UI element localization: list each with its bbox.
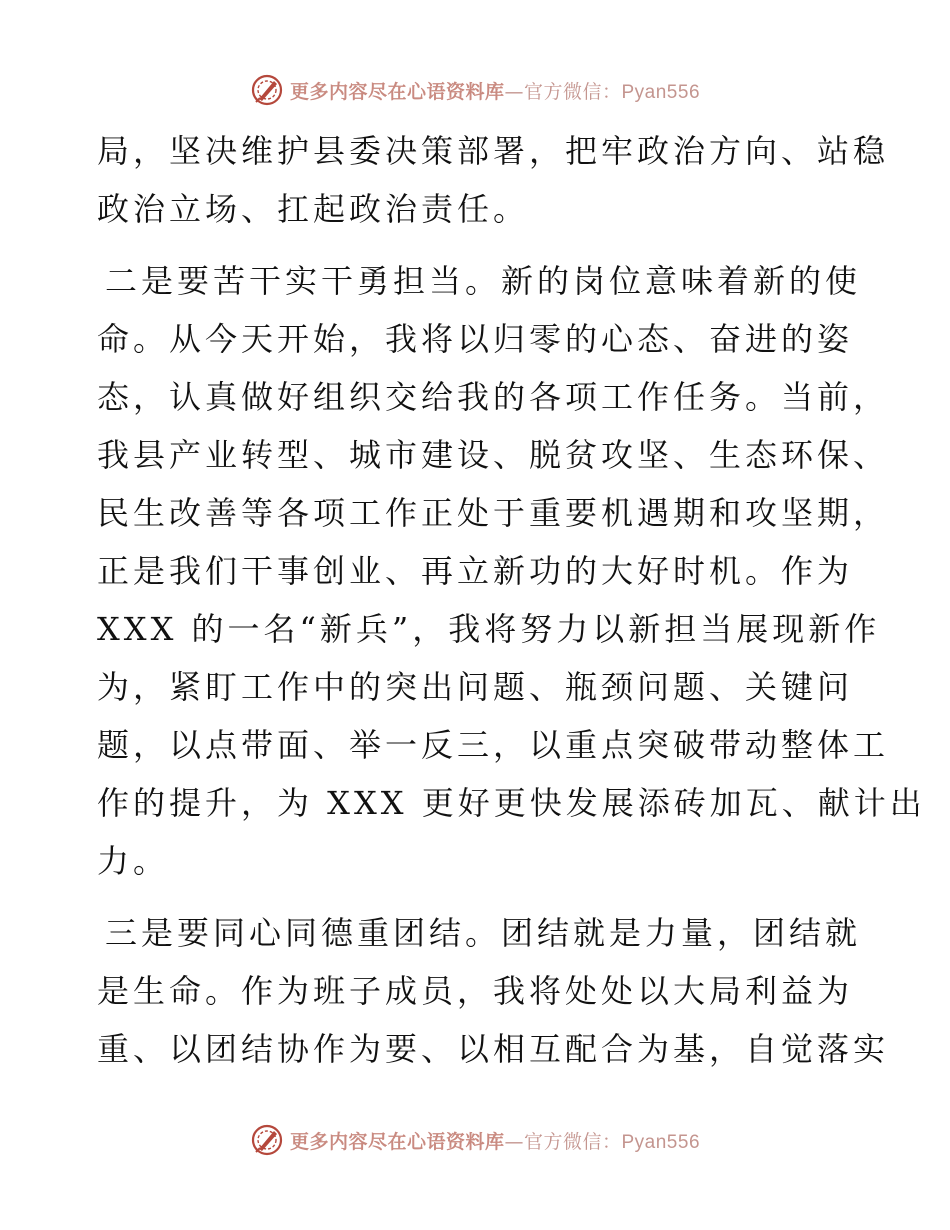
text-line: 三是要同心同德重团结。团结就是力量，团结就 bbox=[105, 914, 862, 952]
text-line: 二是要苦干实干勇担当。新的岗位意味着新的使 bbox=[105, 262, 862, 300]
text-line: 重、以团结协作为要、以相互配合为基，自觉落实 bbox=[97, 1030, 890, 1068]
paragraph-1 bbox=[97, 122, 890, 238]
watermark-dash: — bbox=[504, 80, 524, 103]
quill-seal-icon bbox=[250, 73, 284, 107]
document-body bbox=[97, 122, 926, 1078]
text-line: 政治立场、扛起政治责任。 bbox=[97, 190, 530, 228]
header-watermark bbox=[0, 70, 950, 110]
paragraph-3 bbox=[97, 904, 890, 1078]
watermark-group bbox=[250, 1123, 700, 1157]
watermark-id: Pyan556 bbox=[621, 81, 701, 103]
text-line: 态，认真做好组织交给我的各项工作任务。当前， bbox=[97, 378, 890, 416]
text-line: 作的提升，为 XXX 更好更快发展添砖加瓦、献计出 bbox=[97, 784, 926, 822]
text-line: 为，紧盯工作中的突出问题、瓶颈问题、关键问 bbox=[97, 668, 854, 706]
watermark-id: Pyan556 bbox=[621, 1131, 701, 1153]
watermark-text bbox=[290, 77, 700, 104]
text-line: 题，以点带面、举一反三，以重点突破带动整体工 bbox=[97, 726, 890, 764]
watermark-group bbox=[250, 73, 700, 107]
text-line: 正是我们干事创业、再立新功的大好时机。作为 bbox=[97, 552, 854, 590]
paragraph-2 bbox=[97, 252, 926, 890]
quill-seal-icon bbox=[250, 1123, 284, 1157]
watermark-brand: 更多内容尽在心语资料库 bbox=[289, 80, 505, 103]
text-line: 命。从今天开始，我将以归零的心态、奋进的姿 bbox=[97, 320, 854, 358]
watermark-text bbox=[290, 1127, 700, 1154]
text-line: 民生改善等各项工作正处于重要机遇期和攻坚期， bbox=[97, 494, 890, 532]
text-line: 局，坚决维护县委决策部署，把牢政治方向、站稳 bbox=[97, 132, 890, 170]
watermark-label: 官方微信： bbox=[523, 1130, 622, 1153]
text-line: XXX 的一名“新兵”，我将努力以新担当展现新作 bbox=[97, 610, 881, 648]
footer-watermark bbox=[0, 1120, 950, 1160]
watermark-dash: — bbox=[504, 1130, 524, 1153]
watermark-brand: 更多内容尽在心语资料库 bbox=[289, 1130, 505, 1153]
watermark-label: 官方微信： bbox=[523, 80, 622, 103]
text-line: 力。 bbox=[97, 842, 170, 880]
text-line: 我县产业转型、城市建设、脱贫攻坚、生态环保、 bbox=[97, 436, 890, 474]
text-line: 是生命。作为班子成员，我将处处以大局利益为 bbox=[97, 972, 854, 1010]
